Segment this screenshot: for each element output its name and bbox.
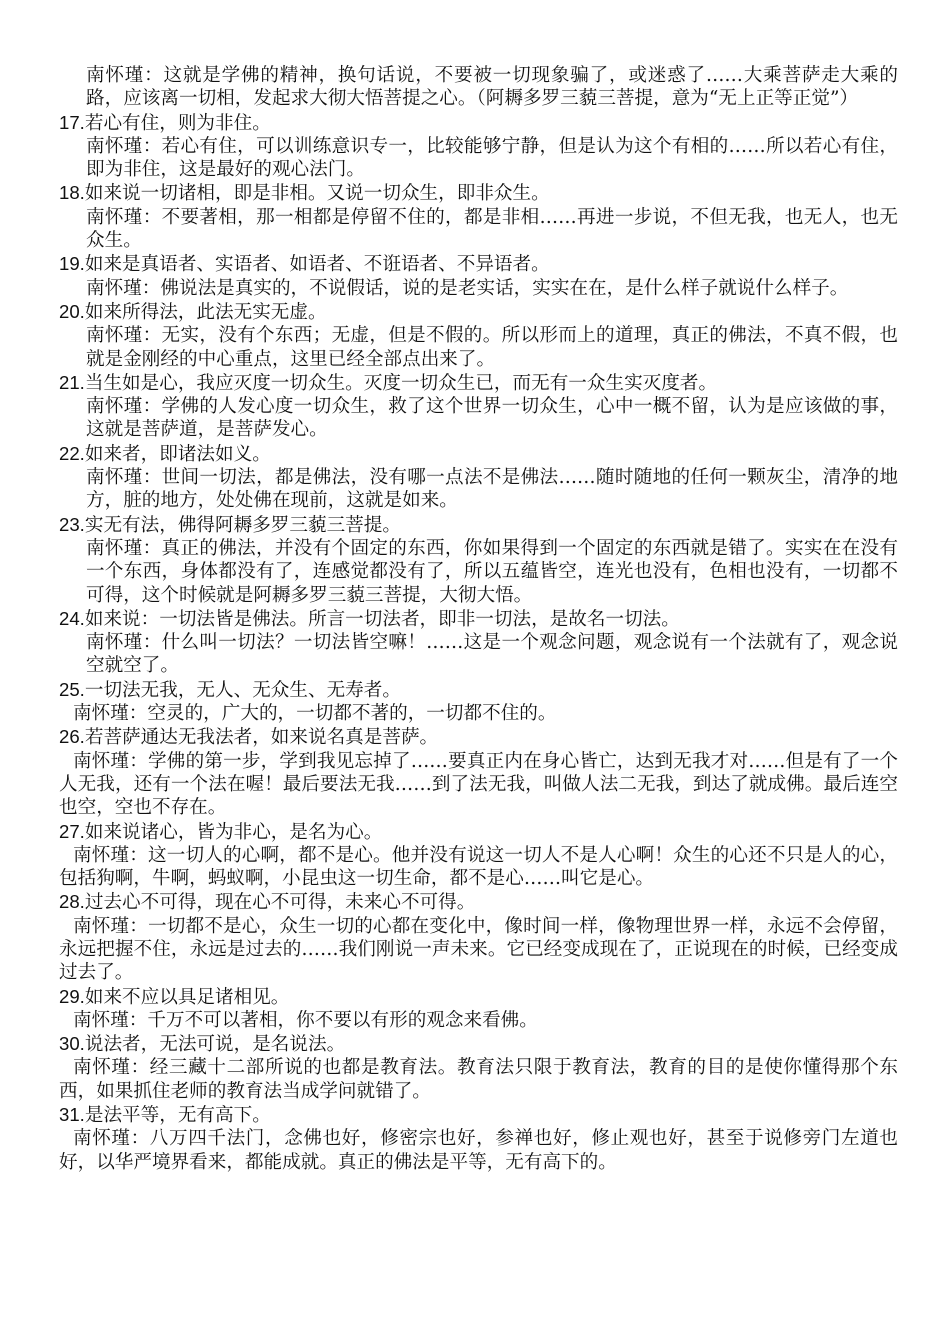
sutra-quote xyxy=(59,985,898,1009)
quote-text: 如来说诸心，皆为非心，是名为心。 xyxy=(84,821,383,843)
sutra-quote xyxy=(59,111,898,135)
item-number: 26. xyxy=(59,726,85,748)
quote-text: 若心有住，则为非住。 xyxy=(84,112,271,134)
commentary-text: 南怀瑾：真正的佛法，并没有个固定的东西，你如果得到一个固定的东西就是错了。实实在在没有一个东西，身体都没有了，连感觉都没有了，所以五蕴皆空，连光也没有，色相也没有，一切都不可得，这个时候就是阿耨多罗三藐三菩提，大彻大悟。 xyxy=(86,537,898,606)
commentary-text: 南怀瑾：什么叫一切法？一切法皆空嘛！……这是一个观念问题，观念说有一个法就有了，观念说空就空了。 xyxy=(86,632,898,677)
item-number: 29. xyxy=(59,985,85,1007)
sutra-quote xyxy=(59,513,898,537)
sutra-quote-item xyxy=(0,1032,950,1103)
sutra-quote xyxy=(59,371,898,395)
sutra-quote-list xyxy=(0,111,950,1174)
commentary-text: 南怀瑾：空灵的，广大的，一切都不著的，一切都不住的。 xyxy=(73,703,557,725)
quote-text: 一切法无我，无人、无众生、无寿者。 xyxy=(84,679,401,701)
commentary-text: 南怀瑾：若心有住，可以训练意识专一，比较能够宁静，但是认为这个有相的……所以若心有住，即为非住，这是最好的观心法门。 xyxy=(86,135,898,181)
commentary-text: 南怀瑾：千万不可以著相，你不要以有形的观念来看佛。 xyxy=(73,1009,538,1031)
commentary-text: 南怀瑾：世间一切法，都是佛法，没有哪一点法不是佛法……随时随地的任何一颗灰尘，清净的地方，脏的地方，处处佛在现前，这就是如来。 xyxy=(86,467,898,512)
sutra-quote-item xyxy=(0,890,950,984)
item-number: 18. xyxy=(59,182,85,204)
item-number: 22. xyxy=(59,442,85,464)
sutra-quote-item xyxy=(0,607,950,678)
item-number: 23. xyxy=(59,513,85,535)
sutra-quote-item xyxy=(0,725,950,819)
sutra-quote-item xyxy=(0,985,950,1033)
item-number: 25. xyxy=(59,678,85,700)
sutra-quote-item xyxy=(0,1103,950,1174)
sutra-quote xyxy=(59,820,898,844)
commentary-text: 南怀瑾：不要著相，那一相都是停留不住的，都是非相……再进一步说，不但无我，也无人，也无众生。 xyxy=(86,206,898,252)
sutra-quote-item xyxy=(0,442,950,513)
quote-text: 若菩萨通达无我法者，如来说名真是菩萨。 xyxy=(84,727,439,749)
commentary-text: 南怀瑾：一切都不是心，众生一切的心都在变化中，像时间一样，像物理世界一样，永远不会停留，永远把握不住，永远是过去的……我们刚说一声未来。它已经变成现在了，正说现在的时候，已经变成过去了。 xyxy=(59,915,898,984)
commentary-text: 南怀瑾：学佛的第一步，学到我见忘掉了……要真正内在身心皆亡，达到无我才对……但是有了一个人无我，还有一个法在喔！最后要法无我……到了法无我，叫做人法二无我，到达了就成佛。最后连空也空，空也不存在。 xyxy=(59,750,898,819)
intro-commentary: 南怀瑾：这就是学佛的精神，换句话说，不要被一切现象骗了，或迷惑了……大乘菩萨走大乘的路，应该离一切相，发起求大彻大悟菩提之心。（阿耨多罗三藐三菩提，意为“无上正等正觉”） xyxy=(86,65,898,110)
commentary-text: 南怀瑾：经三藏十二部所说的也都是教育法。教育法只限于教育法，教育的目的是使你懂得那个东西，如果抓住老师的教育法当成学问就错了。 xyxy=(59,1057,898,1102)
item-number: 21. xyxy=(59,371,85,393)
sutra-quote-item xyxy=(0,678,950,726)
item-number: 20. xyxy=(59,300,85,322)
sutra-quote-item xyxy=(0,181,950,252)
item-number: 28. xyxy=(59,891,85,913)
quote-text: 过去心不可得，现在心不可得，未来心不可得。 xyxy=(84,892,476,914)
item-number: 17. xyxy=(59,111,85,133)
sutra-quote-item xyxy=(0,300,950,371)
sutra-quote-item xyxy=(0,252,950,300)
sutra-quote xyxy=(59,1103,898,1127)
item-number: 24. xyxy=(59,607,85,629)
sutra-quote-item xyxy=(0,371,950,442)
quote-text: 如来是真语者、实语者、如语者、不诳语者、不异语者。 xyxy=(84,254,550,276)
commentary-text: 南怀瑾：这一切人的心啊，都不是心。他并没有说这一切人不是人心啊！众生的心还不只是人的心，包括狗啊，牛啊，蚂蚁啊，小昆虫这一切生命，都不是心……叫它是心。 xyxy=(59,844,898,890)
sutra-quote-item xyxy=(0,820,950,891)
item-number: 19. xyxy=(59,253,85,275)
sutra-quote xyxy=(59,890,898,914)
sutra-quote xyxy=(59,725,898,749)
commentary-text: 南怀瑾：学佛的人发心度一切众生，救了这个世界一切众生，心中一概不留，认为是应该做的事，这就是菩萨道，是菩萨发心。 xyxy=(86,396,898,441)
sutra-quote xyxy=(59,678,898,702)
quote-text: 如来说：一切法皆是佛法。所言一切法者，即非一切法，是故名一切法。 xyxy=(84,608,680,630)
item-number: 27. xyxy=(59,820,85,842)
quote-text: 说法者，无法可说，是名说法。 xyxy=(84,1034,346,1056)
sutra-quote xyxy=(59,181,898,205)
quote-text: 如来不应以具足诸相见。 xyxy=(84,986,290,1008)
sutra-quote xyxy=(59,442,898,466)
sutra-quote xyxy=(59,607,898,631)
quote-text: 如来者，即诸法如义。 xyxy=(84,443,271,465)
commentary-text: 南怀瑾：无实，没有个东西；无虚，但是不假的。所以形而上的道理，真正的佛法，不真不假，也就是金刚经的中心重点，这里已经全部点出来了。 xyxy=(86,325,898,370)
quote-text: 如来所得法，此法无实无虚。 xyxy=(84,301,327,323)
item-number: 31. xyxy=(59,1104,85,1126)
quote-text: 如来说一切诸相，即是非相。又说一切众生，即非众生。 xyxy=(84,183,550,205)
item-number: 30. xyxy=(59,1033,85,1055)
commentary-text: 南怀瑾：佛说法是真实的，不说假话，说的是老实话，实实在在，是什么样子就说什么样子。 xyxy=(86,277,849,299)
sutra-quote-item xyxy=(0,513,950,607)
sutra-quote xyxy=(59,300,898,324)
sutra-quote xyxy=(59,1032,898,1056)
sutra-quote xyxy=(59,252,898,276)
sutra-quote-item xyxy=(0,111,950,182)
commentary-text: 南怀瑾：八万四千法门，念佛也好，修密宗也好，参禅也好，修止观也好，甚至于说修旁门左道也好，以华严境界看来，都能成就。真正的佛法是平等，无有高下的。 xyxy=(59,1128,898,1173)
quote-text: 实无有法，佛得阿耨多罗三藐三菩提。 xyxy=(84,514,401,536)
quote-text: 是法平等，无有高下。 xyxy=(84,1105,271,1127)
quote-text: 当生如是心，我应灭度一切众生。灭度一切众生已，而无有一众生实灭度者。 xyxy=(84,372,718,394)
